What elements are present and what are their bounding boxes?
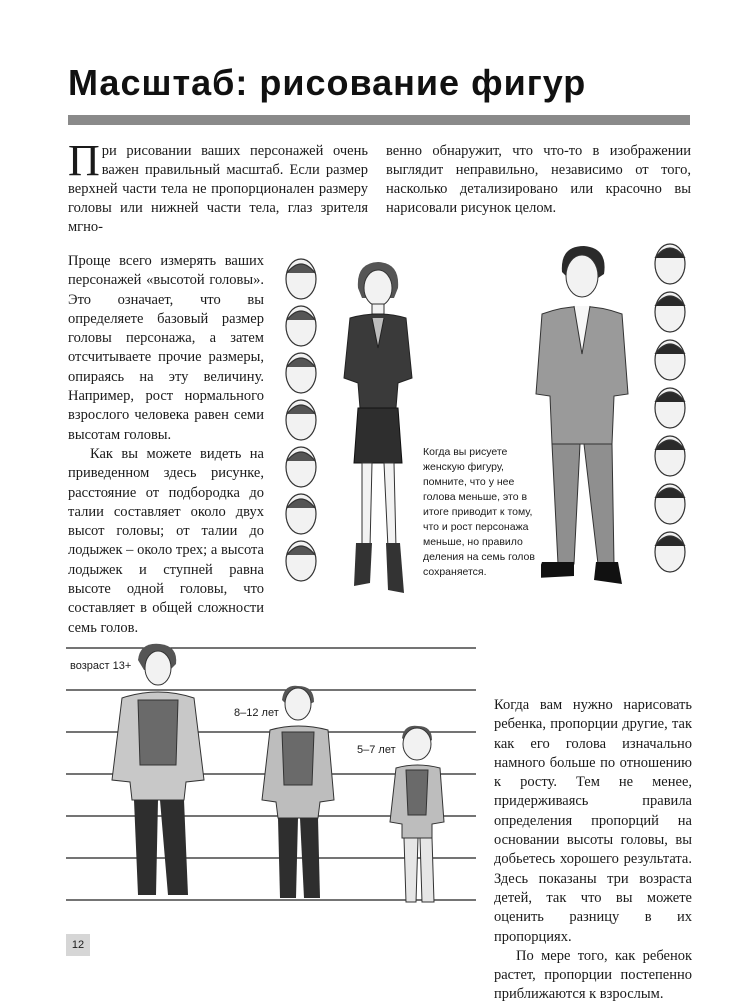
head-unit-icon [655,484,685,524]
paragraph: Когда вам нужно нарисовать ребенка, пропорции другие, так как его голова изначально намного больше по отношению к росту. Тем не менее, придерживаясь правила определения пропорций на основании высоты головы, вы добьетесь хорошего результата. Здесь показаны три возраста детей, так что вы можете оценить разницу в их пропорциях. [494,697,692,945]
children-height-chart [66,640,476,915]
teen-figure [112,644,204,895]
head-unit-icon [286,494,316,534]
paragraph: Проще всего измерять ваших персонажей «высотой головы». Это означает, что вы определяете базовый размер головы персонажа, а затем отсчитываете прочие размеры, опираясь на эту величину. Например, рост нормального взрослого человека равен семи высотам головы. [68,253,264,443]
page-number: 12 [66,934,90,956]
head-unit-icon [286,353,316,393]
title-underline-bar [68,115,690,125]
head-scale-column-left [281,255,321,585]
intro-text-left: ри рисовании ваших персонажей очень важен правильный масштаб. Если размер верхней части тела не пропорционален размеру головы или нижней части тела, глаз зрителя мгно- [68,143,368,235]
head-unit-icon [286,306,316,346]
age-label-young: 5–7 лет [357,744,396,756]
head-unit-icon [655,340,685,380]
head-unit-icon [655,388,685,428]
head-unit-icon [655,436,685,476]
head-unit-icon [286,447,316,487]
head-unit-icon [286,400,316,440]
head-unit-icon [655,292,685,332]
paragraph: По мере того, как ребенок растет, пропорции постепенно приближаются к взрослым. [494,947,692,1003]
page-title: Масштаб: рисование фигур [68,62,587,103]
head-height-explanation [68,252,264,638]
age-label-middle: 8–12 лет [234,707,279,719]
figure-caption: Когда вы рисуете женскую фигуру, помните, что у нее голова меньше, это в итоге приводит к тому, что и рост персонажа меньше, но правило деления на семь голов сохраняется. [423,445,541,580]
children-proportions-text [494,696,692,1005]
head-unit-icon [286,259,316,299]
head-unit-icon [655,532,685,572]
head-scale-column-right [650,240,690,580]
intro-column-right: венно обнаружит, что что-то в изображении выглядит неправильно, независимо от того, насколько детализировано или красочно вы нарисовали рисунок целом. [386,143,691,216]
age-label-teen: возраст 13+ [70,660,132,672]
paragraph: Как вы можете видеть на приведенном здесь рисунке, расстояние от подбородка до талии составляет около двух высот головы; от талии до лодыжек – около трех; а высота лодыжек и ступней равна высоте одной головы, что составляет в общей сложности семь голов. [68,445,264,636]
female-figure-illustration [328,258,428,598]
head-unit-icon [286,541,316,581]
head-unit-icon [655,244,685,284]
young-child-figure [390,726,444,902]
intro-column-left [68,136,368,237]
drop-cap: П [68,136,100,185]
